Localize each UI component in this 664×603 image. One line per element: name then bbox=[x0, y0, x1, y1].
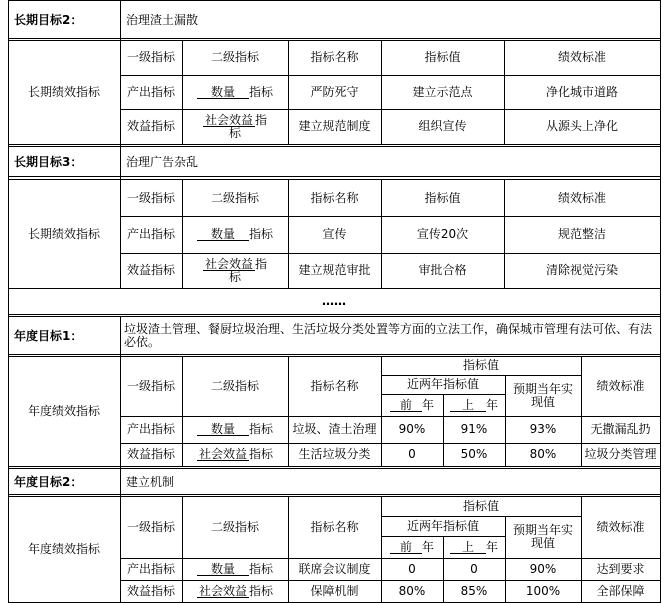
header-name: 指标名称 bbox=[310, 50, 359, 64]
indicator-standard: 从源头上净化 bbox=[545, 119, 618, 133]
table-border bbox=[120, 443, 660, 444]
table-border bbox=[182, 356, 183, 466]
header-value: 指标值 bbox=[462, 498, 499, 513]
table-border bbox=[8, 146, 660, 147]
row-benefit-category bbox=[182, 109, 288, 144]
header-first: 一级指标 bbox=[126, 190, 175, 205]
table-border bbox=[8, 316, 660, 317]
indicator-prev: 0 bbox=[408, 447, 416, 461]
category-suffix: 指标 bbox=[248, 561, 273, 576]
ellipsis-row: …… bbox=[322, 293, 346, 308]
table-border bbox=[120, 253, 660, 254]
header-name: 指标名称 bbox=[310, 519, 359, 534]
table-border bbox=[504, 40, 505, 144]
last-word: 上 bbox=[450, 399, 486, 412]
indicator-prev: 80% bbox=[398, 583, 426, 598]
table-border bbox=[120, 109, 660, 110]
table-border bbox=[120, 75, 660, 76]
table-border bbox=[581, 496, 582, 603]
year-word: 年 bbox=[421, 397, 434, 412]
header-expected: 预期当年实现值 bbox=[512, 381, 573, 409]
indicator-standard: 清除视觉污染 bbox=[545, 263, 618, 277]
indicator-expected: 80% bbox=[529, 447, 557, 461]
row-output-category bbox=[182, 558, 288, 580]
side-label: 长期绩效指标 bbox=[27, 84, 100, 99]
table-border bbox=[120, 558, 660, 559]
row-output-label: 产出指标 bbox=[126, 227, 175, 241]
table-border bbox=[182, 40, 183, 144]
table-border bbox=[8, 494, 660, 495]
goal-text: 治理广告杂乱 bbox=[126, 154, 199, 169]
header-second: 二级指标 bbox=[210, 378, 259, 393]
table-border bbox=[120, 216, 660, 217]
goal-label: 长期目标2： bbox=[14, 12, 83, 27]
category-social: 社会效益 bbox=[204, 256, 253, 271]
row-benefit-category bbox=[182, 443, 288, 466]
year-word: 年 bbox=[485, 539, 498, 554]
row-benefit-category bbox=[182, 253, 288, 288]
table-border bbox=[581, 356, 582, 466]
category-social: 社会效益 bbox=[198, 583, 247, 598]
table-border bbox=[8, 176, 660, 177]
header-prev-year bbox=[381, 536, 443, 558]
goal-label: 长期目标3： bbox=[14, 154, 83, 169]
indicator-standard: 达到要求 bbox=[596, 561, 645, 576]
indicator-prev: 90% bbox=[398, 422, 426, 436]
header-name: 指标名称 bbox=[310, 378, 359, 393]
category-quantity: 数量 bbox=[197, 228, 249, 241]
row-output-category bbox=[182, 216, 288, 253]
row-benefit-label: 效益指标 bbox=[126, 119, 175, 133]
header-second: 二级指标 bbox=[210, 190, 259, 205]
category-social: 社会效益 bbox=[204, 112, 253, 127]
row-output-label: 产出指标 bbox=[126, 422, 175, 436]
header-last-year bbox=[443, 394, 505, 416]
table-border bbox=[8, 466, 660, 467]
header-recent: 近两年指标值 bbox=[406, 377, 479, 391]
side-label: 年度绩效指标 bbox=[27, 541, 100, 556]
row-benefit-label: 效益指标 bbox=[126, 263, 175, 277]
table-border bbox=[182, 496, 183, 603]
side-label: 长期绩效指标 bbox=[27, 226, 100, 241]
header-standard: 绩效标准 bbox=[557, 190, 606, 205]
indicator-standard: 无撒漏乱扔 bbox=[590, 422, 651, 436]
indicator-name: 保障机制 bbox=[310, 583, 359, 598]
year-word: 年 bbox=[421, 539, 434, 554]
category-suffix-2: 标 bbox=[228, 269, 241, 284]
table-border bbox=[660, 0, 661, 603]
indicator-name: 垃圾、渣土治理 bbox=[292, 422, 377, 436]
year-word: 年 bbox=[485, 397, 498, 412]
indicator-last: 85% bbox=[460, 583, 488, 598]
table-border bbox=[8, 496, 660, 497]
goal-text: 建立机制 bbox=[126, 474, 175, 489]
header-recent: 近两年指标值 bbox=[406, 518, 479, 533]
table-border bbox=[381, 356, 382, 466]
category-suffix: 指标 bbox=[248, 422, 273, 436]
table-border bbox=[381, 375, 581, 376]
header-expected: 预期当年实现值 bbox=[512, 523, 573, 550]
indicator-value: 建立示范点 bbox=[412, 84, 473, 99]
category-quantity: 数量 bbox=[197, 563, 249, 576]
header-second: 二级指标 bbox=[210, 50, 259, 64]
table-border bbox=[120, 0, 121, 146]
table-border bbox=[8, 0, 660, 1]
last-word: 上 bbox=[450, 541, 486, 554]
table-border bbox=[8, 354, 660, 355]
indicator-name: 严防死守 bbox=[310, 84, 359, 99]
row-benefit-label: 效益指标 bbox=[126, 447, 175, 461]
row-benefit-category bbox=[182, 580, 288, 602]
header-value: 指标值 bbox=[424, 50, 461, 64]
prev-word: 前 bbox=[390, 541, 422, 554]
row-output-category bbox=[182, 75, 288, 109]
header-value: 指标值 bbox=[424, 190, 461, 205]
table-border bbox=[381, 516, 581, 517]
table-border bbox=[288, 179, 289, 288]
row-output-category bbox=[182, 416, 288, 443]
indicator-expected: 100% bbox=[525, 583, 561, 598]
table-border bbox=[443, 394, 444, 466]
header-first: 一级指标 bbox=[126, 378, 175, 393]
header-standard: 绩效标准 bbox=[557, 50, 606, 64]
category-social: 社会效益 bbox=[198, 447, 247, 461]
category-suffix: 指 bbox=[254, 112, 267, 127]
category-quantity: 数量 bbox=[197, 423, 249, 436]
indicator-last: 50% bbox=[460, 447, 488, 461]
category-suffix-2: 标 bbox=[228, 125, 241, 140]
goal-label: 年度目标1： bbox=[14, 328, 83, 343]
indicator-standard: 全部保障 bbox=[596, 583, 645, 598]
table-border bbox=[381, 179, 382, 288]
table-border bbox=[8, 288, 660, 289]
goal-label: 年度目标2： bbox=[14, 474, 83, 489]
table-border bbox=[120, 580, 660, 581]
indicator-last: 0 bbox=[470, 561, 478, 576]
header-second: 二级指标 bbox=[210, 519, 259, 534]
table-border bbox=[8, 144, 660, 145]
header-prev-year bbox=[381, 394, 443, 416]
indicator-name: 建立规范审批 bbox=[298, 263, 371, 277]
table-border bbox=[8, 0, 9, 603]
table-border bbox=[8, 356, 660, 357]
row-output-label: 产出指标 bbox=[126, 84, 175, 99]
category-suffix: 指 bbox=[254, 256, 267, 271]
table-border bbox=[505, 375, 506, 466]
indicator-prev: 0 bbox=[408, 561, 416, 576]
table-border bbox=[120, 416, 660, 417]
category-suffix: 指标 bbox=[248, 84, 273, 99]
table-border bbox=[8, 40, 660, 41]
indicator-expected: 90% bbox=[529, 561, 557, 576]
indicator-name: 联席会议制度 bbox=[298, 561, 371, 576]
table-border bbox=[8, 179, 660, 180]
header-name: 指标名称 bbox=[310, 190, 359, 205]
header-first: 一级指标 bbox=[126, 519, 175, 534]
prev-word: 前 bbox=[390, 399, 422, 412]
table-border bbox=[120, 146, 121, 288]
header-standard: 绩效标准 bbox=[596, 519, 645, 534]
indicator-standard: 规范整洁 bbox=[557, 227, 606, 241]
indicator-standard: 净化城市道路 bbox=[545, 84, 618, 99]
row-benefit-label: 效益指标 bbox=[126, 583, 175, 598]
category-suffix: 指标 bbox=[248, 227, 273, 241]
table-border bbox=[288, 40, 289, 144]
category-quantity: 数量 bbox=[197, 86, 249, 99]
table-border bbox=[8, 38, 660, 39]
indicator-name: 宣传 bbox=[322, 227, 347, 241]
table-border bbox=[381, 496, 382, 603]
table-border bbox=[8, 314, 660, 315]
table-border bbox=[288, 496, 289, 603]
side-label: 年度绩效指标 bbox=[27, 403, 100, 418]
header-standard: 绩效标准 bbox=[596, 378, 645, 393]
table-border bbox=[120, 468, 121, 603]
table-border bbox=[443, 536, 444, 603]
indicator-value: 宣传20次 bbox=[416, 227, 469, 241]
table-border bbox=[381, 40, 382, 144]
goal-text: 垃圾渣土管理、餐厨垃圾治理、生活垃圾分类处置等方面的立法工作，确保城市管理有法可依、有法必依。 bbox=[124, 322, 653, 349]
table-border bbox=[120, 316, 121, 468]
goal-text: 治理渣土漏散 bbox=[126, 12, 199, 27]
indicator-standard: 垃圾分类管理 bbox=[584, 447, 657, 461]
header-first: 一级指标 bbox=[126, 50, 175, 64]
table-border bbox=[505, 516, 506, 603]
indicator-value: 组织宣传 bbox=[418, 119, 467, 133]
indicator-name: 建立规范制度 bbox=[298, 119, 371, 133]
table-border bbox=[8, 468, 660, 469]
header-value: 指标值 bbox=[462, 358, 499, 372]
indicator-expected: 93% bbox=[529, 422, 557, 436]
indicator-last: 91% bbox=[460, 422, 488, 436]
table-border bbox=[182, 179, 183, 288]
indicator-name: 生活垃圾分类 bbox=[298, 447, 371, 461]
category-suffix: 指标 bbox=[248, 583, 273, 598]
table-border bbox=[288, 356, 289, 466]
table-border bbox=[504, 179, 505, 288]
indicator-value: 审批合格 bbox=[418, 263, 467, 277]
header-last-year bbox=[443, 536, 505, 558]
row-output-label: 产出指标 bbox=[126, 561, 175, 576]
category-suffix: 指标 bbox=[248, 447, 273, 461]
